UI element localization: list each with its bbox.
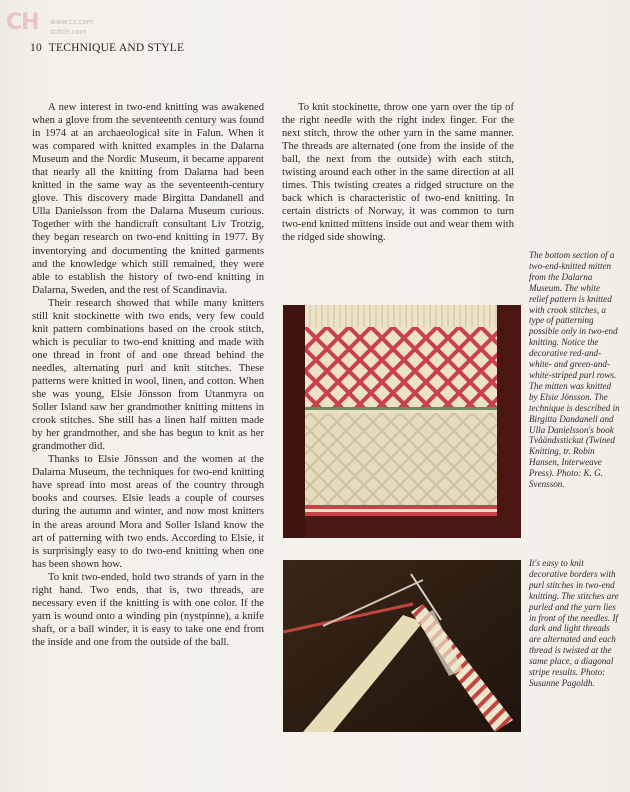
paragraph: A new interest in two-end knitting was awakened when a glove from the seventeenth century was found in 1974 at an archaeological site in Falun. When it was compared with knitted examples in the Dalarna Museum and the Nordic Museum, it became apparent that nearly all the knitting from Dalarna had been knitted in the same way as the seventeenth-century glove. This discovery made Birgitta Dandanell and Ulla Danielsson from the Dalarna Museum curious. Together with the handicraft consultant Liv Trotzig, they began research on two-end knitting in 1977. By inventorying and documenting the knitted garments and the knowledge which still remained, they were able to establish the history of two-end knitting in Dalarna, Sweden, and the rest of Scandinavia.	[32, 102, 264, 296]
paragraph: To knit stockinette, throw one yarn over the tip of the right needle with the right index finger. For the next stitch, throw the other yarn in the same manner. The threads are alternated (one from the inside of the ball, the next from the outside) with each stitch, twisting around each other in the same direction at all times. This twisting creates a ridged structure on the back which is characteristic of two-end knitting. In certain districts of Norway, it was common to turn two-end knitted mittens inside out and wear them with the ridged side showing.	[282, 102, 514, 244]
mitten-caption: The bottom section of a two-end-knitted mitten from the Dalarna Museum. The white relief pattern is knitted with crook stitches, a type of patterning possible only in two-end knitting. Notice the decorative red-and-white- and green-and-white-striped purl rows. The mitten was knitted by Elsie Jönsson. The technique is described in Birgitta Dandanell and Ulla Danielsson's book Tvåändsstickat (Twined Knitting, tr. Robin Hansen, Interweave Press). Photo: K. G. Svensson.	[529, 250, 620, 490]
paragraph: Their research showed that while many knitters still knit stockinette with two ends, very few could knit pattern combinations based on the crook stitch, which is peculiar to two-end knitting and made with one thread in front of and one thread behind the needles, alternating purl and knit stitches. These patterns were knitted in wool, linen, and cotton. When she was young, Elsie Jönsson from Utanmyra on Soller Island saw her grandmother knitting mittens in crook stitches. She still has a linen half mitten made by her grandmother, and she has begun to knit as her grandmother did.	[32, 297, 264, 453]
chapter-title: TECHNIQUE AND STYLE	[48, 42, 185, 54]
left-text-column	[32, 101, 264, 649]
mitten-photo	[283, 305, 521, 538]
needles-caption: It's easy to knit decorative borders with purl stitches in two-end knitting. The stitches are purled and the yarn lies in front of the needles. If dark and light threads are alternated and each thread is twisted at the same place, a diagonal stripe results. Photo: Susanne Pagoldh.	[529, 558, 619, 688]
watermark-mark: CH	[6, 10, 39, 35]
paragraph: Thanks to Elsie Jönsson and the women at the Dalarna Museum, the techniques for two-end knitting have spread into most areas of the country through books and courses. Elsie leads a couple of courses during the autumn and winter, and now most knitters in the areas around Mora and Soller Island know the art of patterning with two ends. According to Elsie, it is surprisingly easy to do two-end knitting when one has been shown how.	[32, 454, 264, 570]
watermark-url-secondary: stitch.com	[50, 28, 87, 36]
needles-photo	[283, 560, 521, 732]
running-header	[30, 42, 184, 54]
page-number: 10	[30, 42, 42, 54]
right-text-column	[282, 101, 514, 245]
paragraph: To knit two-ended, hold two strands of yarn in the right hand. Two ends, that is, two threads, are necessary even if the knitting is with one color. If the yarn is wound onto a winding pin (nystpinne), a knife shaft, or a ball winder, it is easy to take one end from the inside and one from the outside of the ball.	[32, 571, 264, 648]
watermark-url: www.cs.com	[50, 18, 94, 26]
